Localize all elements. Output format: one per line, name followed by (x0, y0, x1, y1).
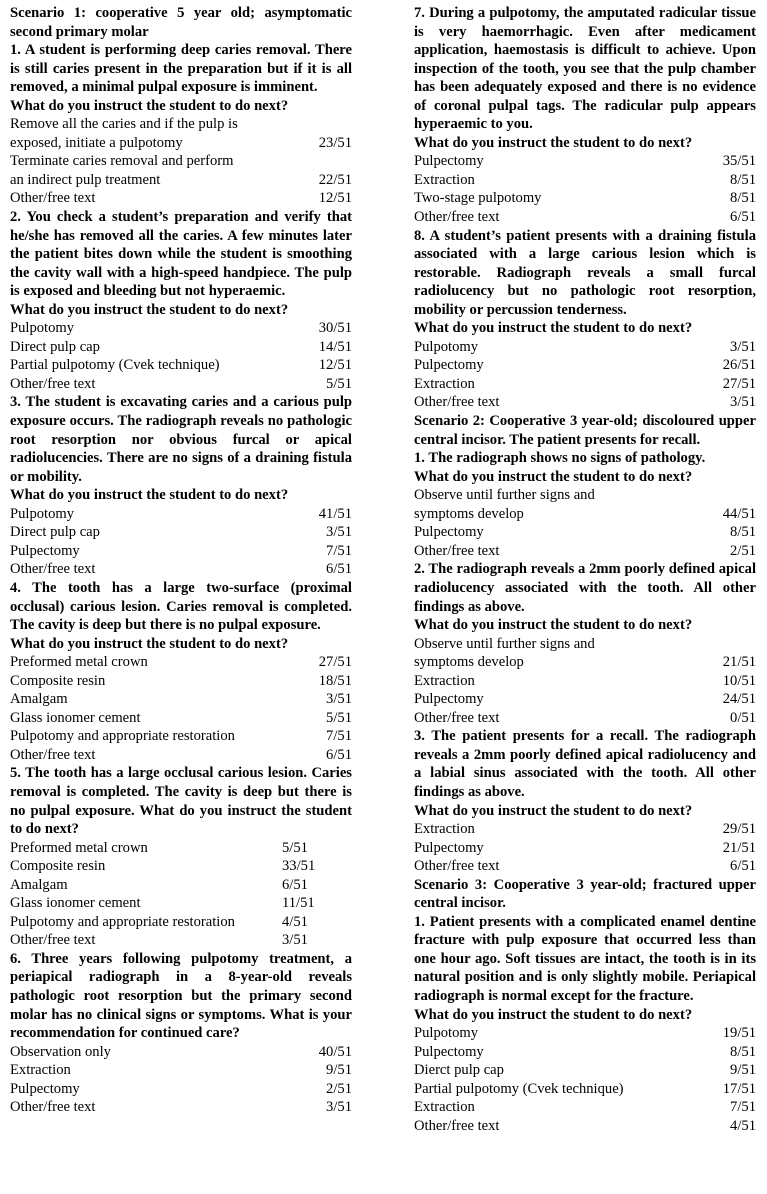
answer-count: 27/51 (318, 654, 352, 671)
question-text: 5. The tooth has a large occlusal carious lesion. Caries removal is completed. The cavity is deep but there is no pulpal exposure. What do you instruct the student to do next? (10, 765, 352, 838)
answer-option-label: Other/free text (414, 209, 500, 226)
answer-option-row (10, 338, 352, 357)
answer-count: 4/51 (730, 1117, 756, 1134)
answer-option-row (414, 189, 756, 208)
answer-option-label: Glass ionomer cement (10, 895, 141, 912)
answer-option-label: Extraction (10, 1062, 71, 1079)
answer-count: 19/51 (722, 1025, 756, 1042)
answer-option-label-line2: exposed, initiate a pulpotomy (10, 134, 183, 151)
answer-option-row (10, 746, 352, 765)
answer-count: 30/51 (318, 320, 352, 337)
answer-option-row (414, 1043, 756, 1062)
answer-option-row (414, 1117, 756, 1136)
answer-count: 8/51 (730, 524, 756, 541)
answer-count: 4/51 (282, 913, 308, 930)
answer-count: 40/51 (318, 1043, 352, 1060)
answer-option-label: Two-stage pulpotomy (414, 190, 542, 207)
answer-option-row (414, 709, 756, 728)
answer-option-row (10, 319, 352, 338)
answer-option-label: Other/free text (414, 709, 500, 726)
answer-count: 23/51 (318, 134, 352, 151)
answer-option-label: Observation only (10, 1043, 111, 1060)
answer-option-label: Dierct pulp cap (414, 1062, 504, 1079)
answer-count: 10/51 (722, 672, 756, 689)
answer-count: 11/51 (282, 895, 315, 912)
question-text: 2. You check a student’s preparation and verify that he/she has removed all the caries. A few minutes later the patient bites down while the student is smoothing the cavity wall with a high-speed handpiece. The pulp is exposed and bleeding but not hyperaemic. (10, 209, 352, 300)
answer-option-row (10, 931, 352, 950)
answer-count: 21/51 (722, 839, 756, 856)
answer-option-label-line1: Observe until further signs and (414, 635, 595, 652)
answer-option-label: Composite resin (10, 672, 106, 689)
question-text: 1. Patient presents with a complicated enamel dentine fracture with pulp exposure that occurred less than one hour ago. Soft tissues are intact, the tooth is in its natural position and is only slightly mobile. Periapical radiograph is normal except for the fracture. (414, 913, 756, 1004)
answer-option-label: Other/free text (10, 375, 96, 392)
question-prompt: What do you instruct the student to do next? (10, 301, 289, 318)
answer-count: 26/51 (722, 357, 756, 374)
question-prompt: What do you instruct the student to do next? (414, 320, 693, 337)
answer-option-label: Preformed metal crown (10, 839, 148, 856)
answer-count: 2/51 (326, 1080, 352, 1097)
answer-option-row (10, 1043, 352, 1062)
answer-option-row (414, 1098, 756, 1117)
answer-count: 35/51 (722, 153, 756, 170)
answer-option-row (10, 171, 352, 190)
answer-count: 24/51 (722, 691, 756, 708)
answer-option-label: Pulpotomy (414, 1025, 479, 1042)
answer-option-row (414, 542, 756, 561)
answer-option-row (10, 560, 352, 579)
answer-count: 9/51 (326, 1062, 352, 1079)
answer-count: 6/51 (730, 209, 756, 226)
answer-option-row (414, 839, 756, 858)
answer-option-row (414, 171, 756, 190)
answer-option-row (10, 876, 352, 895)
answer-option-label: Other/free text (414, 858, 500, 875)
question-text: 3. The patient presents for a recall. The radiograph reveals a 2mm poorly defined apical radiolucency and a labial sinus associated with the tooth. All other findings as above. (414, 728, 756, 800)
answer-option-label: Composite resin (10, 858, 106, 875)
answer-option-row (10, 839, 352, 858)
answer-option-row (10, 894, 352, 913)
question-text: 3. The student is excavating caries and a carious pulp exposure occurs. The radiograph reveals no pathologic root resorption nor obvious furcal or apical radiolucencies. There are no signs of a draining fistula or mobility. (10, 394, 352, 485)
answer-count: 22/51 (318, 171, 352, 188)
answer-count: 7/51 (730, 1099, 756, 1116)
answer-count: 12/51 (318, 357, 352, 374)
answer-count: 2/51 (730, 542, 756, 559)
answer-option-label: Pulpectomy (414, 691, 484, 708)
answer-option-label: Pulpectomy (414, 839, 484, 856)
answer-option-label: Amalgam (10, 876, 68, 893)
answer-option-label: Other/free text (10, 932, 96, 949)
answer-option-row (414, 1024, 756, 1043)
answer-option-multiline (10, 115, 352, 152)
answer-option-label: Extraction (414, 821, 475, 838)
answer-option-row (414, 356, 756, 375)
answer-option-label: Other/free text (414, 394, 500, 411)
question-prompt: What do you instruct the student to do next? (10, 487, 289, 504)
answer-option-label: Pulpotomy (10, 320, 75, 337)
answer-option-row (414, 690, 756, 709)
answer-count: 7/51 (326, 728, 352, 745)
answer-option-label: Other/free text (10, 561, 96, 578)
question-text: 1. A student is performing deep caries removal. There is still caries present in the preparation but if it is all removed, a minimal pulpal exposure is imminent. (10, 42, 352, 96)
answer-option-row (414, 820, 756, 839)
answer-option-row (414, 505, 756, 524)
answer-option-label-line2: symptoms develop (414, 654, 524, 671)
answer-option-row (10, 690, 352, 709)
answer-option-label: Partial pulpotomy (Cvek technique) (10, 357, 220, 374)
answer-count: 21/51 (722, 654, 756, 671)
answer-count: 33/51 (282, 858, 316, 875)
question-text: 1. The radiograph shows no signs of pathology. (414, 450, 706, 467)
answer-count: 14/51 (318, 338, 352, 355)
answer-option-row (10, 375, 352, 394)
answer-option-label: Direct pulp cap (10, 524, 100, 541)
answer-option-label: Pulpectomy (414, 153, 484, 170)
answer-option-row (414, 338, 756, 357)
answer-option-label: Pulpotomy (414, 338, 479, 355)
question-prompt: What do you instruct the student to do next? (414, 468, 693, 485)
question-prompt: What do you instruct the student to do next? (10, 97, 289, 114)
answer-count: 8/51 (730, 1043, 756, 1060)
answer-count: 9/51 (730, 1062, 756, 1079)
answer-option-label: Other/free text (414, 542, 500, 559)
answer-count: 3/51 (730, 338, 756, 355)
answer-count: 29/51 (722, 821, 756, 838)
answer-option-label: Other/free text (10, 190, 96, 207)
answer-option-label: Pulpotomy (10, 505, 75, 522)
question-prompt: What do you instruct the student to do next? (414, 617, 693, 634)
answer-option-label: Pulpotomy and appropriate restoration (10, 913, 235, 930)
answer-option-row (10, 857, 352, 876)
answer-option-label: Extraction (414, 171, 475, 188)
answer-count: 0/51 (730, 709, 756, 726)
question-prompt: What do you instruct the student to do next? (10, 635, 289, 652)
answer-count: 6/51 (326, 561, 352, 578)
answer-count: 18/51 (318, 672, 352, 689)
answer-count: 3/51 (326, 1099, 352, 1116)
answer-option-row (10, 134, 352, 153)
answer-option-label-line1: Terminate caries removal and perform (10, 153, 234, 170)
answer-option-row (10, 1080, 352, 1099)
answer-option-label: Partial pulpotomy (Cvek technique) (414, 1080, 624, 1097)
answer-option-row (10, 189, 352, 208)
answer-option-label: Pulpectomy (10, 1080, 80, 1097)
answer-option-label: Direct pulp cap (10, 338, 100, 355)
scenario-heading: Scenario 2: Cooperative 3 year-old; discoloured upper central incisor. The patient presents for recall. (414, 413, 756, 448)
answer-option-row (10, 709, 352, 728)
answer-count: 5/51 (326, 375, 352, 392)
answer-count: 17/51 (722, 1080, 756, 1097)
answer-count: 12/51 (318, 190, 352, 207)
answer-option-row (414, 857, 756, 876)
answer-option-row (10, 505, 352, 524)
question-text: 2. The radiograph reveals a 2mm poorly defined apical radiolucency associated with the tooth. All other findings as above. (414, 561, 756, 615)
answer-count: 6/51 (282, 876, 308, 893)
answer-count: 5/51 (282, 839, 308, 856)
answer-option-multiline (414, 635, 756, 672)
answer-option-label: Other/free text (10, 1099, 96, 1116)
answer-option-label-line1: Remove all the caries and if the pulp is (10, 116, 238, 133)
answer-count: 3/51 (282, 932, 308, 949)
question-text: 8. A student’s patient presents with a draining fistula associated with a large carious lesion which is restorable. Radiograph reveals a small furcal radiolucency but no pathologic root resorption, mobility or percussion tenderness. (414, 227, 756, 318)
answer-option-row (10, 727, 352, 746)
answer-option-label-line1: Observe until further signs and (414, 487, 595, 504)
answer-option-row (414, 672, 756, 691)
answer-count: 8/51 (730, 190, 756, 207)
answer-count: 3/51 (326, 524, 352, 541)
answer-option-row (10, 542, 352, 561)
answer-count: 6/51 (326, 746, 352, 763)
answer-option-label-line2: an indirect pulp treatment (10, 171, 161, 188)
answer-option-row (414, 1080, 756, 1099)
answer-option-row (414, 152, 756, 171)
answer-option-row (414, 523, 756, 542)
answer-option-label: Glass ionomer cement (10, 709, 141, 726)
scenario-heading: Scenario 3: Cooperative 3 year-old; fractured upper central incisor. (414, 876, 756, 912)
answer-option-label: Pulpotomy and appropriate restoration (10, 728, 235, 745)
left-column (10, 4, 352, 1117)
answer-option-multiline (10, 152, 352, 189)
answer-count: 3/51 (326, 691, 352, 708)
answer-option-label-line2: symptoms develop (414, 505, 524, 522)
answer-count: 41/51 (318, 505, 352, 522)
answer-option-label: Pulpectomy (414, 357, 484, 374)
answer-option-row (10, 356, 352, 375)
answer-count: 6/51 (730, 858, 756, 875)
answer-option-label: Pulpectomy (414, 524, 484, 541)
answer-option-row (10, 672, 352, 691)
right-column (414, 4, 756, 1135)
question-prompt: What do you instruct the student to do next? (414, 802, 693, 819)
answer-option-label: Other/free text (10, 746, 96, 763)
answer-option-row (414, 375, 756, 394)
answer-option-row (10, 1061, 352, 1080)
answer-option-row (10, 523, 352, 542)
answer-option-row (414, 1061, 756, 1080)
answer-option-label: Extraction (414, 375, 475, 392)
answer-count: 27/51 (722, 375, 756, 392)
answer-option-label: Preformed metal crown (10, 654, 148, 671)
answer-option-row (414, 653, 756, 672)
answer-option-label: Pulpectomy (414, 1043, 484, 1060)
answer-option-label: Extraction (414, 672, 475, 689)
answer-option-label: Extraction (414, 1099, 475, 1116)
question-prompt: What do you instruct the student to do next? (414, 134, 693, 151)
answer-count: 3/51 (730, 394, 756, 411)
answer-count: 44/51 (722, 505, 756, 522)
scenario-heading: Scenario 1: cooperative 5 year old; asymptomatic second primary molar (10, 5, 352, 40)
answer-count: 5/51 (326, 709, 352, 726)
answer-option-row (10, 913, 352, 932)
answer-option-multiline (414, 486, 756, 523)
answer-option-label: Amalgam (10, 691, 68, 708)
question-text: 4. The tooth has a large two-surface (proximal occlusal) carious lesion. Caries removal is completed. The cavity is deep but there is no pulpal exposure. (10, 579, 352, 634)
answer-option-row (414, 208, 756, 227)
answer-option-label: Pulpectomy (10, 542, 80, 559)
question-text: 6. Three years following pulpotomy treatment, a periapical radiograph in a 8-year-old reveals pathologic root resorption but the primary second molar has no clinical signs or symptoms. What is your recommendation for continued care? (10, 950, 352, 1042)
answer-option-row (414, 393, 756, 412)
answer-option-row (10, 653, 352, 672)
answer-count: 8/51 (730, 171, 756, 188)
answer-count: 7/51 (326, 542, 352, 559)
answer-option-label: Other/free text (414, 1117, 500, 1134)
answer-option-row (10, 1098, 352, 1117)
question-text: 7. During a pulpotomy, the amputated radicular tissue is very haemorrhagic. Even after medicament application, haemostasis is difficult to achieve. Upon inspection of the tooth, you see that the pulp chamber has been adequately exposed and there is no evidence of coronal pulpal tags. The radicular pulp appears hyperaemic to you. (414, 5, 756, 133)
question-prompt: What do you instruct the student to do next? (414, 1006, 693, 1023)
